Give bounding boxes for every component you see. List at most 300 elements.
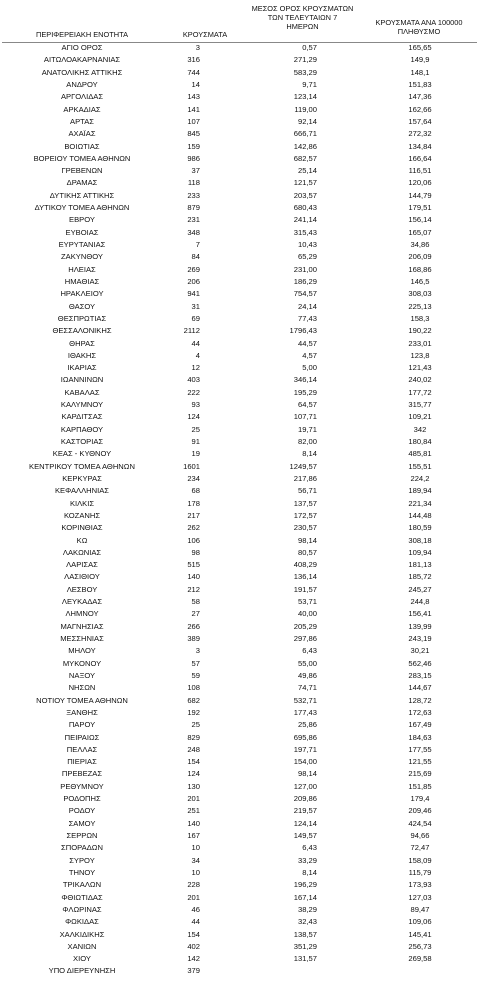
cell-per-100k: 240,02 [408, 375, 432, 385]
table-row [0, 436, 479, 448]
table-row [0, 374, 479, 386]
table-row [0, 929, 479, 941]
cell-avg-7-days: 754,57 [293, 289, 317, 299]
cell-per-100k: 233,01 [408, 338, 432, 348]
table-row [0, 67, 479, 79]
cell-cases: 68 [191, 486, 200, 496]
cell-per-100k: 139,99 [408, 621, 432, 631]
cell-avg-7-days: 24,14 [297, 301, 317, 311]
table-row [0, 79, 479, 91]
cell-region: ΕΥΡΥΤΑΝΙΑΣ [58, 240, 106, 249]
table-row [0, 805, 479, 817]
cell-region: ΛΕΥΚΑΔΑΣ [61, 597, 103, 607]
cell-region: ΦΛΩΡΙΝΑΣ [62, 904, 102, 914]
table-header [0, 2, 479, 43]
cell-region: ΑΙΤΩΛΟΑΚΑΡΝΑΝΙΑΣ [43, 55, 121, 65]
cell-per-100k: 272,32 [408, 129, 432, 139]
cell-avg-7-days: 53,71 [297, 597, 317, 607]
cell-per-100k: 342 [413, 424, 427, 434]
cell-cases: 118 [187, 178, 200, 188]
cell-avg-7-days: 6,43 [302, 646, 317, 656]
cell-per-100k: 308,03 [408, 289, 432, 299]
cell-cases: 1601 [183, 461, 200, 471]
cell-per-100k: 256,73 [408, 941, 432, 951]
cell-cases: 124 [187, 769, 200, 779]
table-row [0, 239, 479, 251]
cell-region: ΦΩΚΙΔΑΣ [65, 917, 99, 927]
cell-region: ΒΟΡΕΙΟΥ ΤΟΜΕΑ ΑΘΗΝΩΝ [33, 153, 131, 163]
cell-avg-7-days: 131,57 [293, 954, 317, 964]
table-row [0, 793, 479, 805]
cell-region: ΑΡΓΟΛΙΔΑΣ [60, 92, 104, 102]
table-row [0, 916, 479, 928]
cell-cases: 389 [187, 634, 200, 643]
table-row [0, 904, 479, 916]
cell-avg-7-days: 186,29 [293, 276, 317, 286]
cell-avg-7-days: 107,71 [293, 412, 317, 422]
cell-per-100k: 185,72 [408, 572, 432, 582]
cell-cases: 69 [191, 313, 200, 323]
cell-cases: 231 [187, 215, 200, 225]
cell-region: ΡΟΔΟΠΗΣ [63, 794, 101, 804]
cell-avg-7-days: 1249,57 [289, 461, 317, 471]
cell-region: ΛΑΚΩΝΙΑΣ [62, 547, 102, 557]
cell-avg-7-days: 203,57 [293, 190, 317, 200]
cell-avg-7-days: 241,14 [293, 215, 317, 225]
cell-cases: 57 [191, 658, 200, 668]
cell-per-100k: 157,64 [408, 116, 432, 126]
cell-avg-7-days: 8,14 [302, 449, 317, 459]
cell-avg-7-days: 77,43 [297, 313, 317, 323]
cell-avg-7-days: 583,29 [293, 67, 317, 77]
table-row [0, 424, 479, 436]
cell-avg-7-days: 40,00 [297, 609, 317, 619]
cell-avg-7-days: 191,57 [293, 584, 317, 594]
table-row [0, 768, 479, 780]
cell-region: ΚΕΦΑΛΛΗΝΙΑΣ [54, 486, 110, 496]
table-row [0, 362, 479, 374]
cell-cases: 233 [187, 190, 200, 200]
cell-region: ΜΕΣΣΗΝΙΑΣ [60, 634, 104, 643]
cell-cases: 269 [187, 264, 200, 274]
cell-per-100k: 269,58 [408, 954, 432, 964]
cell-region: ΧΑΝΙΩΝ [67, 941, 97, 951]
cell-region: ΝΟΤΙΟΥ ΤΟΜΕΑ ΑΘΗΝΩΝ [36, 695, 128, 705]
cell-region: ΣΑΜΟΥ [68, 818, 96, 828]
table-row [0, 498, 479, 510]
cell-cases: 3 [195, 43, 200, 52]
cell-avg-7-days: 195,29 [293, 387, 317, 397]
cell-cases: 19 [191, 449, 200, 459]
cell-per-100k: 128,72 [408, 695, 432, 705]
cell-cases: 31 [191, 301, 200, 311]
cell-cases: 44 [191, 917, 200, 927]
cell-region: ΘΕΣΠΡΩΤΙΑΣ [57, 313, 107, 323]
cell-region: ΖΑΚΥΝΘΟΥ [61, 252, 103, 262]
cell-per-100k: 146,5 [410, 276, 430, 286]
table-row [0, 744, 479, 756]
cell-per-100k: 149,9 [410, 55, 430, 65]
cell-cases: 107 [187, 116, 200, 126]
cell-region: ΒΟΙΩΤΙΑΣ [64, 141, 100, 151]
table-row [0, 855, 479, 867]
cell-per-100k: 166,64 [408, 153, 432, 163]
cell-avg-7-days: 149,57 [293, 831, 317, 840]
table-row [0, 571, 479, 583]
cell-avg-7-days: 271,29 [293, 55, 317, 65]
cell-cases: 2112 [183, 326, 200, 336]
cell-avg-7-days: 138,57 [293, 929, 317, 939]
cell-region: ΑΧΑΪΑΣ [68, 129, 96, 139]
cell-per-100k: 121,55 [408, 757, 432, 767]
cell-avg-7-days: 25,14 [297, 166, 317, 176]
cell-per-100k: 168,86 [408, 264, 432, 274]
cell-per-100k: 116,51 [408, 166, 432, 176]
cell-avg-7-days: 137,57 [293, 498, 317, 508]
table-row [0, 338, 479, 350]
table-row [0, 325, 479, 337]
cell-avg-7-days: 44,57 [297, 338, 317, 348]
cell-per-100k: 120,06 [408, 178, 432, 188]
cell-cases: 124 [187, 412, 200, 422]
cell-avg-7-days: 5,00 [302, 363, 317, 373]
cell-region: ΚΕΑΣ - ΚΥΘΝΟΥ [52, 449, 112, 459]
cell-region: ΑΡΤΑΣ [70, 116, 94, 126]
table-row [0, 621, 479, 633]
cell-region: ΣΕΡΡΩΝ [66, 831, 98, 840]
cell-region: ΧΑΛΚΙΔΙΚΗΣ [59, 929, 105, 939]
cell-avg-7-days: 38,29 [297, 904, 317, 914]
cell-region: ΚΕΡΚΥΡΑΣ [62, 473, 102, 483]
cell-cases: 222 [187, 387, 200, 397]
cell-cases: 27 [191, 609, 200, 619]
cell-per-100k: 177,72 [408, 387, 432, 397]
cell-cases: 941 [187, 289, 200, 299]
cell-per-100k: 144,67 [408, 683, 432, 693]
cell-region: ΠΕΙΡΑΙΩΣ [64, 732, 100, 742]
cell-avg-7-days: 230,57 [293, 523, 317, 533]
cell-region: ΣΥΡΟΥ [69, 855, 95, 865]
cell-per-100k: 180,84 [408, 437, 432, 446]
cell-region: ΗΜΑΘΙΑΣ [64, 276, 100, 286]
cell-avg-7-days: 154,00 [293, 757, 317, 767]
cell-region: ΦΘΙΩΤΙΔΑΣ [61, 892, 103, 902]
table-row [0, 596, 479, 608]
cell-cases: 10 [191, 843, 200, 853]
cell-cases: 251 [187, 806, 200, 816]
table-row [0, 350, 479, 362]
table-row [0, 313, 479, 325]
cell-avg-7-days: 351,29 [293, 941, 317, 951]
cell-region: ΗΛΕΙΑΣ [68, 264, 96, 274]
cell-cases: 201 [187, 892, 200, 902]
cell-region: ΜΑΓΝΗΣΙΑΣ [60, 621, 104, 631]
cell-cases: 515 [187, 560, 200, 570]
cell-avg-7-days: 0,57 [302, 43, 317, 52]
cell-per-100k: 34,86 [410, 240, 430, 249]
cell-avg-7-days: 4,57 [302, 350, 317, 360]
cell-cases: 154 [187, 757, 200, 767]
cell-avg-7-days: 680,43 [293, 203, 317, 213]
cell-region: ΕΒΡΟΥ [69, 215, 95, 225]
cell-cases: 192 [187, 707, 200, 717]
cell-per-100k: 308,18 [408, 535, 432, 545]
cell-per-100k: 424,54 [408, 818, 432, 828]
cell-avg-7-days: 25,86 [297, 720, 317, 730]
cell-avg-7-days: 127,00 [293, 781, 317, 791]
cell-per-100k: 144,48 [408, 510, 432, 520]
cell-cases: 403 [187, 375, 200, 385]
cell-region: ΘΑΣΟΥ [68, 301, 96, 311]
cell-avg-7-days: 6,43 [302, 843, 317, 853]
cell-avg-7-days: 177,43 [293, 707, 317, 717]
cell-per-100k: 184,63 [408, 732, 432, 742]
table-row [0, 965, 479, 977]
table-row [0, 695, 479, 707]
cell-region: ΚΑΒΑΛΑΣ [64, 387, 100, 397]
header-cases-per-100k: ΚΡΟΥΣΜΑΤΑ ΑΝΑ 100000 ΠΛΗΘΥΣΜΟ [375, 18, 463, 36]
cell-region: ΤΗΝΟΥ [68, 867, 96, 877]
cell-cases: 829 [187, 732, 200, 742]
table-row [0, 522, 479, 534]
cell-cases: 106 [187, 535, 200, 545]
table-row [0, 645, 479, 657]
table-row [0, 608, 479, 620]
table-row [0, 547, 479, 559]
cell-cases: 59 [191, 670, 200, 680]
cell-avg-7-days: 197,71 [293, 744, 317, 754]
table-row [0, 473, 479, 485]
cell-per-100k: 315,77 [408, 400, 432, 410]
cell-per-100k: 151,85 [408, 781, 432, 791]
cell-per-100k: 224,2 [410, 473, 430, 483]
cell-cases: 316 [187, 55, 200, 65]
cell-cases: 7 [195, 240, 200, 249]
table-row [0, 54, 479, 66]
cell-per-100k: 109,21 [408, 412, 432, 422]
cell-cases: 178 [187, 498, 200, 508]
cell-avg-7-days: 74,71 [297, 683, 317, 693]
cell-cases: 154 [187, 929, 200, 939]
cell-avg-7-days: 209,86 [293, 794, 317, 804]
header-avg-7-days: ΜΕΣΟΣ ΟΡΟΣ ΚΡΟΥΣΜΑΤΩΝ ΤΩΝ ΤΕΛΕΥΤΑΙΩΝ 7 ΗΜΕΡΩΝ [251, 4, 354, 31]
cell-cases: 744 [187, 67, 200, 77]
cell-avg-7-days: 98,14 [297, 535, 317, 545]
cell-cases: 142 [187, 954, 200, 964]
table-row [0, 461, 479, 473]
cell-avg-7-days: 124,14 [293, 818, 317, 828]
cell-per-100k: 179,4 [410, 794, 430, 804]
cell-cases: 140 [187, 572, 200, 582]
cell-region: ΡΕΘΥΜΝΟΥ [60, 781, 104, 791]
cell-avg-7-days: 666,71 [293, 129, 317, 139]
cell-per-100k: 165,65 [408, 43, 432, 52]
cell-avg-7-days: 532,71 [293, 695, 317, 705]
table-row [0, 387, 479, 399]
cell-per-100k: 156,41 [408, 609, 432, 619]
cell-avg-7-days: 119,00 [294, 104, 317, 114]
table-row [0, 682, 479, 694]
table-row [0, 867, 479, 879]
cell-cases: 159 [187, 141, 200, 151]
cell-cases: 37 [191, 166, 200, 176]
cell-region: ΚΟΡΙΝΘΙΑΣ [61, 523, 103, 533]
cell-avg-7-days: 231,00 [293, 264, 317, 274]
cell-avg-7-days: 136,14 [293, 572, 317, 582]
cell-avg-7-days: 64,57 [297, 400, 317, 410]
cell-per-100k: 180,59 [408, 523, 432, 533]
table-row [0, 141, 479, 153]
cell-per-100k: 167,49 [408, 720, 432, 730]
cell-region: ΙΘΑΚΗΣ [67, 350, 97, 360]
cell-region: ΑΝΑΤΟΛΙΚΗΣ ΑΤΤΙΚΗΣ [41, 67, 123, 77]
cell-region: ΠΑΡΟΥ [68, 720, 96, 730]
cell-region: ΝΑΞΟΥ [68, 670, 96, 680]
cell-avg-7-days: 217,86 [293, 473, 317, 483]
header-cases: ΚΡΟΥΣΜΑΤΑ [182, 30, 228, 39]
cell-cases: 44 [191, 338, 200, 348]
table-row [0, 42, 479, 54]
cell-cases: 682 [187, 695, 200, 705]
table-row [0, 91, 479, 103]
cell-avg-7-days: 205,29 [293, 621, 317, 631]
cell-per-100k: 151,83 [408, 79, 432, 89]
cell-cases: 262 [187, 523, 200, 533]
cell-cases: 143 [187, 92, 200, 102]
cell-per-100k: 215,69 [408, 769, 432, 779]
cell-region: ΧΙΟΥ [73, 954, 91, 964]
cell-per-100k: 243,19 [408, 634, 432, 643]
cell-avg-7-days: 65,29 [297, 252, 317, 262]
cell-avg-7-days: 123,14 [293, 92, 317, 102]
table-row [0, 399, 479, 411]
cell-region: ΕΥΒΟΙΑΣ [65, 227, 99, 237]
cell-region: ΔΥΤΙΚΟΥ ΤΟΜΕΑ ΑΘΗΝΩΝ [34, 203, 130, 213]
cell-per-100k: 109,06 [408, 917, 432, 927]
cell-per-100k: 244,8 [410, 597, 430, 607]
table-row [0, 879, 479, 891]
cell-region: ΛΗΜΝΟΥ [65, 609, 99, 619]
cell-avg-7-days: 56,71 [297, 486, 317, 496]
cell-region: ΓΡΕΒΕΝΩΝ [61, 166, 103, 176]
cell-per-100k: 562,46 [408, 658, 432, 668]
cell-avg-7-days: 346,14 [293, 375, 317, 385]
table-row [0, 153, 479, 165]
cell-region: ΠΙΕΡΙΑΣ [67, 757, 97, 767]
table-row [0, 953, 479, 965]
cell-region: ΗΡΑΚΛΕΙΟΥ [60, 289, 104, 299]
cell-per-100k: 245,27 [408, 584, 432, 594]
table-row [0, 202, 479, 214]
cell-region: ΔΥΤΙΚΗΣ ΑΤΤΙΚΗΣ [49, 190, 115, 200]
cell-cases: 234 [187, 473, 200, 483]
cell-avg-7-days: 172,57 [293, 510, 317, 520]
cell-cases: 98 [191, 547, 200, 557]
cell-per-100k: 181,13 [408, 560, 432, 570]
cell-cases: 206 [187, 276, 200, 286]
cell-per-100k: 158,09 [408, 855, 432, 865]
cell-cases: 93 [191, 400, 200, 410]
cell-per-100k: 162,66 [408, 104, 432, 114]
table-row [0, 214, 479, 226]
cell-cases: 25 [191, 720, 200, 730]
cell-region: ΡΟΔΟΥ [68, 806, 96, 816]
cell-region: ΥΠΟ ΔΙΕΡΕΥΝΗΣΗ [48, 966, 116, 976]
cell-cases: 91 [191, 437, 200, 446]
cell-per-100k: 206,09 [408, 252, 432, 262]
cell-avg-7-days: 297,86 [293, 634, 317, 643]
cell-cases: 879 [187, 203, 200, 213]
cell-avg-7-days: 8,14 [302, 867, 317, 877]
cell-region: ΛΑΡΙΣΑΣ [66, 560, 98, 570]
cell-per-100k: 145,41 [408, 929, 432, 939]
cell-avg-7-days: 92,14 [297, 116, 317, 126]
cell-cases: 167 [187, 831, 200, 840]
cell-region: ΤΡΙΚΑΛΩΝ [62, 880, 102, 890]
cell-region: ΘΗΡΑΣ [69, 338, 95, 348]
cell-avg-7-days: 9,71 [302, 79, 317, 89]
cell-per-100k: 155,51 [408, 461, 432, 471]
cell-per-100k: 121,43 [408, 363, 432, 373]
cell-region: ΜΥΚΟΝΟΥ [62, 658, 102, 668]
cell-per-100k: 134,84 [408, 141, 432, 151]
cell-region: ΚΑΡΔΙΤΣΑΣ [61, 412, 103, 422]
cell-per-100k: 190,22 [408, 326, 432, 336]
cell-cases: 248 [187, 744, 200, 754]
cell-region: ΠΡΕΒΕΖΑΣ [61, 769, 103, 779]
cell-cases: 130 [187, 781, 200, 791]
table-row [0, 707, 479, 719]
cell-cases: 4 [195, 350, 200, 360]
cell-avg-7-days: 682,57 [293, 153, 317, 163]
cell-avg-7-days: 80,57 [297, 547, 317, 557]
table-row [0, 251, 479, 263]
cell-avg-7-days: 82,00 [297, 437, 317, 446]
cell-region: ΚΑΡΠΑΘΟΥ [60, 424, 104, 434]
table-row [0, 448, 479, 460]
table-row [0, 264, 479, 276]
cell-per-100k: 115,79 [408, 867, 432, 877]
cell-per-100k: 89,47 [410, 904, 430, 914]
table-row [0, 510, 479, 522]
cell-region: ΚΕΝΤΡΙΚΟΥ ΤΟΜΕΑ ΑΘΗΝΩΝ [29, 461, 135, 471]
cell-region: ΚΑΛΥΜΝΟΥ [60, 400, 104, 410]
cell-avg-7-days: 32,43 [297, 917, 317, 927]
table-row [0, 756, 479, 768]
cell-cases: 228 [187, 880, 200, 890]
cell-per-100k: 127,03 [408, 892, 432, 902]
cell-cases: 46 [191, 904, 200, 914]
cell-region: ΘΕΣΣΑΛΟΝΙΚΗΣ [52, 326, 112, 336]
cell-avg-7-days: 695,86 [293, 732, 317, 742]
cell-cases: 266 [187, 621, 200, 631]
cell-per-100k: 72,47 [410, 843, 430, 853]
cell-per-100k: 156,14 [408, 215, 432, 225]
cell-per-100k: 173,93 [408, 880, 432, 890]
table-row [0, 732, 479, 744]
table-row [0, 818, 479, 830]
table-row [0, 104, 479, 116]
cell-region: ΚΙΛΚΙΣ [69, 498, 95, 508]
cell-cases: 10 [191, 867, 200, 877]
cell-per-100k: 30,21 [410, 646, 430, 656]
table-row [0, 719, 479, 731]
table-row [0, 559, 479, 571]
cell-region: ΠΕΛΛΑΣ [66, 744, 98, 754]
cell-cases: 58 [191, 597, 200, 607]
cell-region: ΣΠΟΡΑΔΩΝ [61, 843, 103, 853]
table-row [0, 128, 479, 140]
